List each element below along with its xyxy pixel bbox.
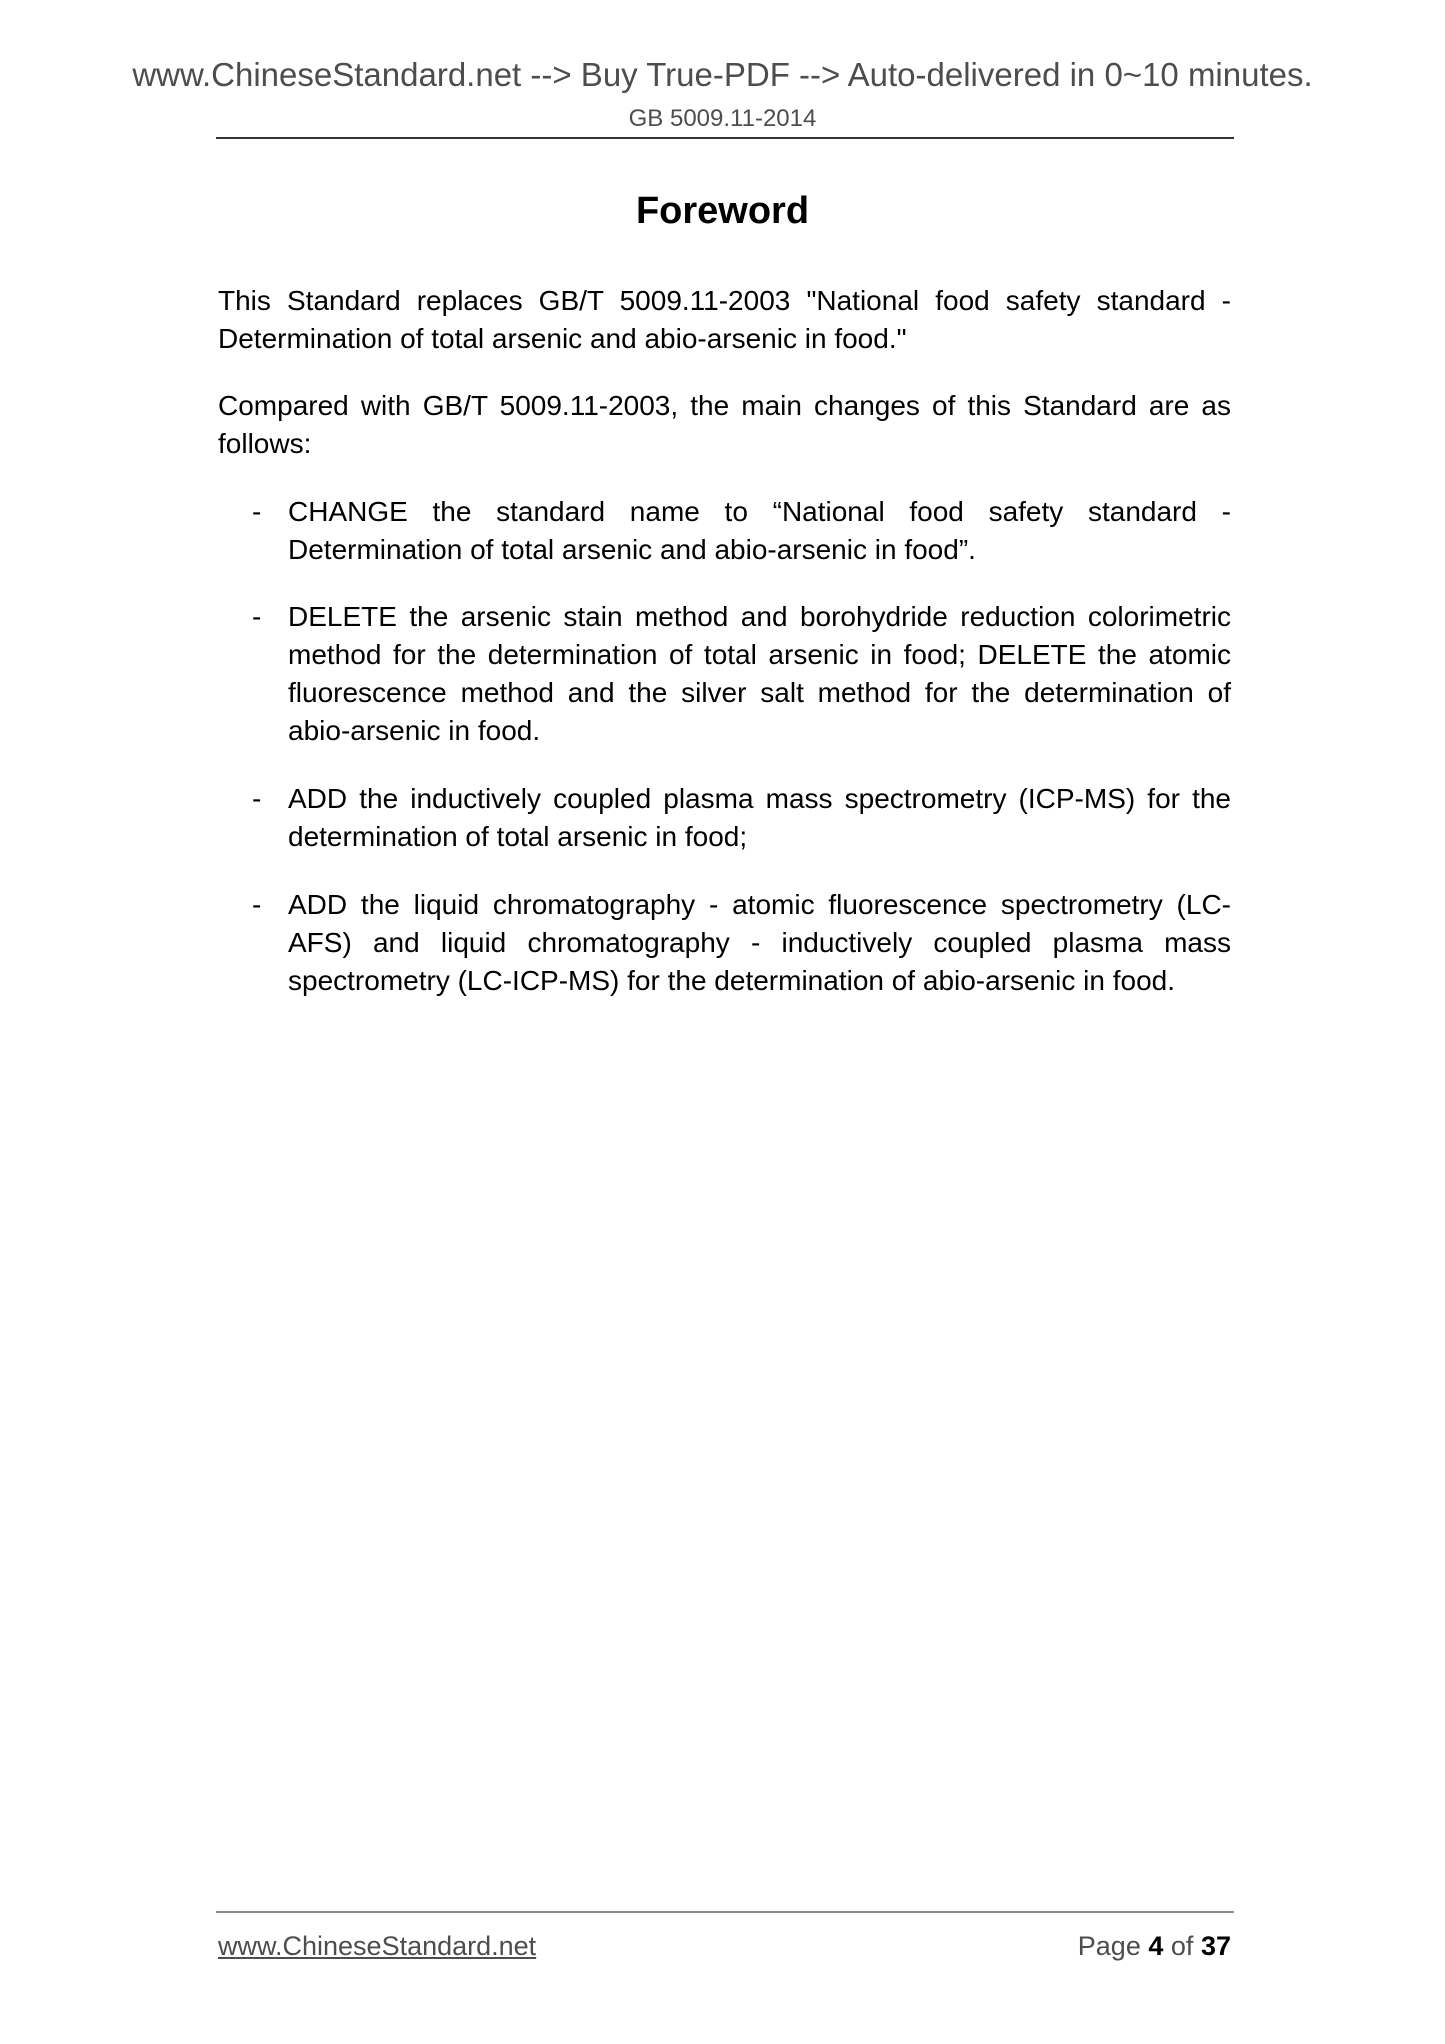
list-marker: - <box>252 889 262 920</box>
page-total: 37 <box>1200 1931 1231 1961</box>
footer-divider <box>216 1911 1234 1913</box>
list-item <box>252 780 1231 856</box>
list-item-text: ADD the liquid chromatography - atomic fluorescence spectrometry (LC-AFS) and liquid chromatography - inductively coupled plasma mass spectrometry (LC-ICP-MS) for the determination of abio-arsenic in food. <box>288 889 1231 996</box>
page-number <box>1078 1931 1231 1962</box>
page-of: of <box>1170 1931 1194 1961</box>
list-marker: - <box>252 496 262 527</box>
header-divider <box>216 137 1234 139</box>
list-item <box>252 886 1231 1000</box>
footer-website-link[interactable]: www.ChineseStandard.net <box>218 1931 537 1961</box>
paragraph-changes-intro: Compared with GB/T 5009.11-2003, the main changes of this Standard are as follows: <box>218 390 1231 459</box>
list-marker: - <box>252 783 262 814</box>
paragraph-replaces: This Standard replaces GB/T 5009.11-2003 "National food safety standard - Determination of total arsenic and abio-arsenic in food." <box>218 285 1231 354</box>
page-current: 4 <box>1148 1931 1164 1961</box>
standard-code: GB 5009.11-2014 <box>628 105 817 132</box>
list-item-text: CHANGE the standard name to “National food safety standard - Determination of total arsenic and abio-arsenic in food”. <box>288 496 1231 565</box>
list-item-text: ADD the inductively coupled plasma mass spectrometry (ICP-MS) for the determination of total arsenic in food; <box>288 783 1231 852</box>
page-prefix: Page <box>1077 1931 1141 1961</box>
list-item-text: DELETE the arsenic stain method and borohydride reduction colorimetric method for the determination of total arsenic in food; DELETE the atomic fluorescence method and the silver salt method for the determination of abio-arsenic in food. <box>288 601 1231 746</box>
list-marker: - <box>252 601 262 632</box>
page-title: Foreword <box>635 190 810 232</box>
list-item <box>252 598 1231 750</box>
header-banner: www.ChineseStandard.net --> Buy True-PDF --> Auto-delivered in 0~10 minutes. <box>132 56 1313 93</box>
list-item <box>252 493 1231 569</box>
